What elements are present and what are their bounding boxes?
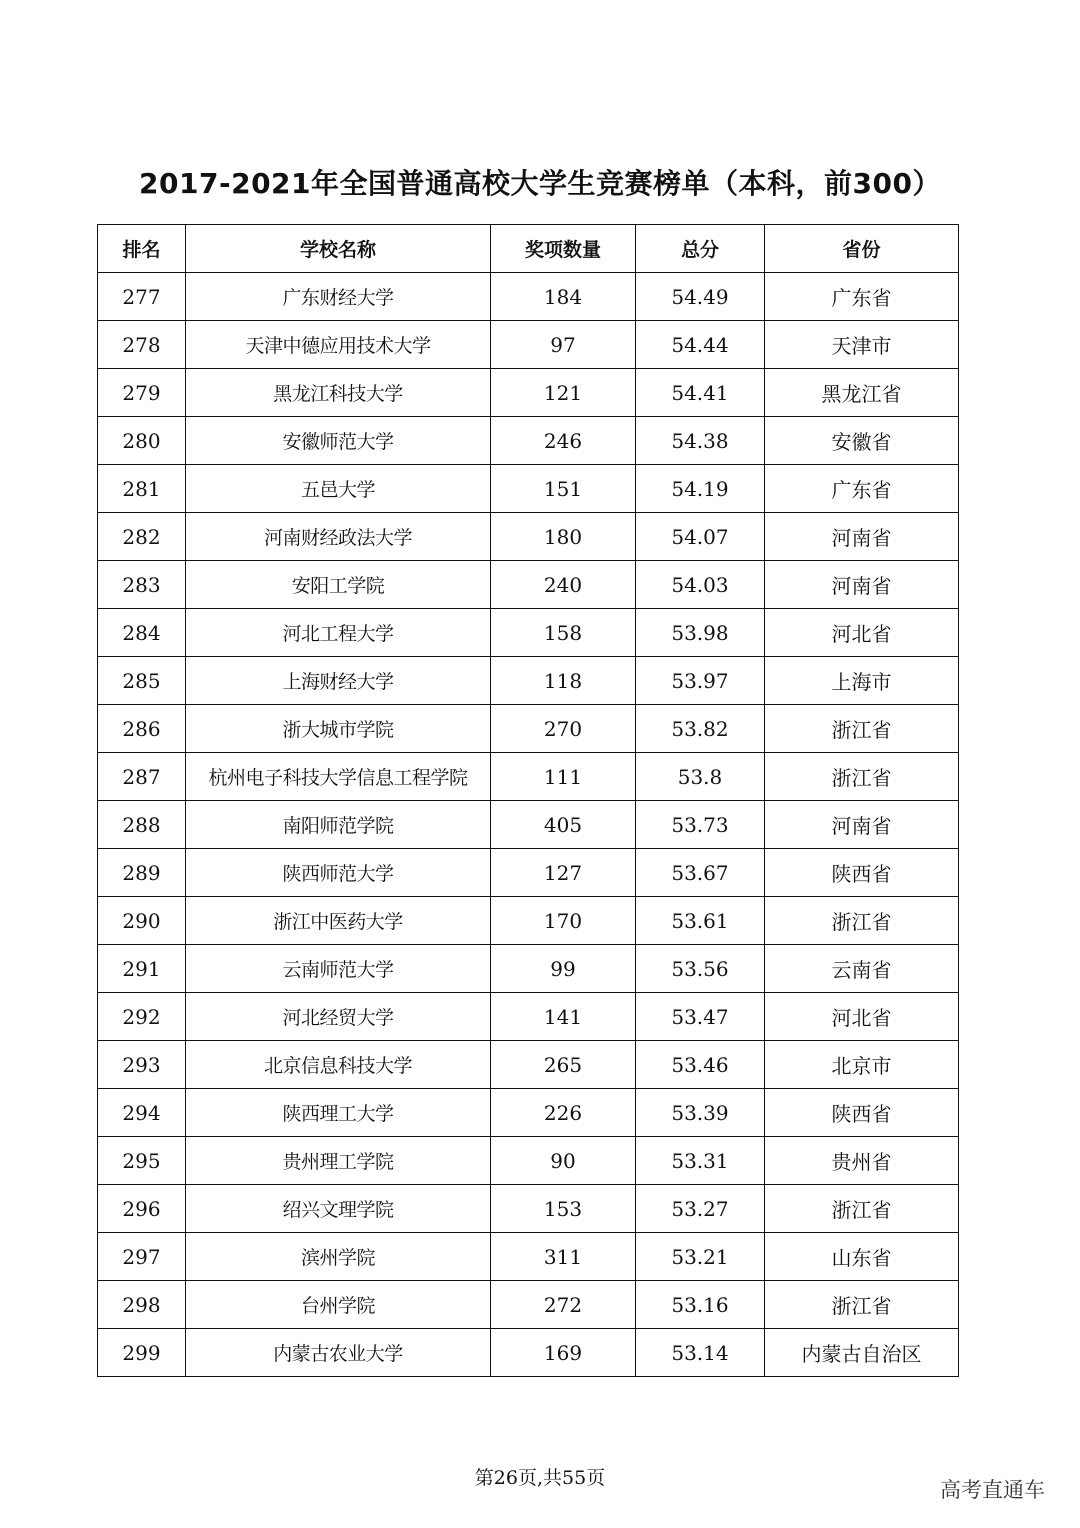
school-name-cell: 河南财经政法大学 [186, 513, 491, 561]
award-count-cell: 127 [491, 849, 636, 897]
school-name-cell: 台州学院 [186, 1281, 491, 1329]
school-name-cell: 上海财经大学 [186, 657, 491, 705]
school-name-cell: 杭州电子科技大学信息工程学院 [186, 753, 491, 801]
rank-cell: 295 [98, 1137, 186, 1185]
province-cell: 浙江省 [765, 753, 959, 801]
rank-cell: 298 [98, 1281, 186, 1329]
school-name-cell: 河北经贸大学 [186, 993, 491, 1041]
table-row [98, 369, 959, 417]
award-count-cell: 405 [491, 801, 636, 849]
province-cell: 浙江省 [765, 1281, 959, 1329]
rank-cell: 281 [98, 465, 186, 513]
school-name-cell: 贵州理工学院 [186, 1137, 491, 1185]
total-score-cell: 53.39 [636, 1089, 765, 1137]
award-count-cell: 158 [491, 609, 636, 657]
rank-cell: 277 [98, 273, 186, 321]
province-cell: 河南省 [765, 561, 959, 609]
total-score-cell: 53.31 [636, 1137, 765, 1185]
award-count-cell: 240 [491, 561, 636, 609]
header-province: 省份 [765, 225, 959, 273]
province-cell: 河南省 [765, 513, 959, 561]
province-cell: 浙江省 [765, 705, 959, 753]
rank-cell: 287 [98, 753, 186, 801]
page-title: 2017-2021年全国普通高校大学生竞赛榜单（本科，前300） [139, 167, 941, 200]
award-count-cell: 118 [491, 657, 636, 705]
school-name-cell: 五邑大学 [186, 465, 491, 513]
rank-cell: 285 [98, 657, 186, 705]
table-row [98, 513, 959, 561]
province-cell: 天津市 [765, 321, 959, 369]
award-count-cell: 153 [491, 1185, 636, 1233]
province-cell: 浙江省 [765, 897, 959, 945]
total-score-cell: 53.56 [636, 945, 765, 993]
award-count-cell: 121 [491, 369, 636, 417]
award-count-cell: 90 [491, 1137, 636, 1185]
school-name-cell: 云南师范大学 [186, 945, 491, 993]
total-score-cell: 54.19 [636, 465, 765, 513]
school-name-cell: 河北工程大学 [186, 609, 491, 657]
table-row [98, 657, 959, 705]
total-score-cell: 53.14 [636, 1329, 765, 1377]
total-score-cell: 53.47 [636, 993, 765, 1041]
total-score-cell: 53.73 [636, 801, 765, 849]
table-row [98, 417, 959, 465]
province-cell: 陕西省 [765, 1089, 959, 1137]
school-name-cell: 陕西理工大学 [186, 1089, 491, 1137]
province-cell: 浙江省 [765, 1185, 959, 1233]
table-row [98, 1137, 959, 1185]
province-cell: 山东省 [765, 1233, 959, 1281]
total-score-cell: 54.44 [636, 321, 765, 369]
award-count-cell: 170 [491, 897, 636, 945]
award-count-cell: 180 [491, 513, 636, 561]
school-name-cell: 安阳工学院 [186, 561, 491, 609]
province-cell: 陕西省 [765, 849, 959, 897]
rank-cell: 297 [98, 1233, 186, 1281]
total-score-cell: 54.07 [636, 513, 765, 561]
province-cell: 黑龙江省 [765, 369, 959, 417]
header-rank: 排名 [98, 225, 186, 273]
total-score-cell: 53.46 [636, 1041, 765, 1089]
school-name-cell: 绍兴文理学院 [186, 1185, 491, 1233]
table-row [98, 705, 959, 753]
total-score-cell: 53.67 [636, 849, 765, 897]
award-count-cell: 265 [491, 1041, 636, 1089]
rank-cell: 288 [98, 801, 186, 849]
school-name-cell: 安徽师范大学 [186, 417, 491, 465]
award-count-cell: 151 [491, 465, 636, 513]
table-row [98, 1281, 959, 1329]
total-score-cell: 54.38 [636, 417, 765, 465]
award-count-cell: 97 [491, 321, 636, 369]
province-cell: 上海市 [765, 657, 959, 705]
province-cell: 安徽省 [765, 417, 959, 465]
total-score-cell: 53.98 [636, 609, 765, 657]
rank-cell: 294 [98, 1089, 186, 1137]
table-row [98, 1041, 959, 1089]
rank-cell: 283 [98, 561, 186, 609]
table-row [98, 1089, 959, 1137]
rank-cell: 292 [98, 993, 186, 1041]
rank-cell: 290 [98, 897, 186, 945]
award-count-cell: 169 [491, 1329, 636, 1377]
table-row [98, 897, 959, 945]
award-count-cell: 226 [491, 1089, 636, 1137]
rank-cell: 286 [98, 705, 186, 753]
school-name-cell: 浙大城市学院 [186, 705, 491, 753]
award-count-cell: 141 [491, 993, 636, 1041]
rank-cell: 278 [98, 321, 186, 369]
table-row [98, 465, 959, 513]
total-score-cell: 53.27 [636, 1185, 765, 1233]
rank-cell: 293 [98, 1041, 186, 1089]
header-total-score: 总分 [636, 225, 765, 273]
table-row [98, 1185, 959, 1233]
total-score-cell: 53.21 [636, 1233, 765, 1281]
rank-cell: 280 [98, 417, 186, 465]
total-score-cell: 53.16 [636, 1281, 765, 1329]
province-cell: 贵州省 [765, 1137, 959, 1185]
header-award-count: 奖项数量 [491, 225, 636, 273]
school-name-cell: 内蒙古农业大学 [186, 1329, 491, 1377]
rank-cell: 289 [98, 849, 186, 897]
watermark: 高考直通车 [940, 1478, 1045, 1502]
school-name-cell: 天津中德应用技术大学 [186, 321, 491, 369]
province-cell: 河南省 [765, 801, 959, 849]
award-count-cell: 184 [491, 273, 636, 321]
total-score-cell: 53.97 [636, 657, 765, 705]
province-cell: 内蒙古自治区 [765, 1329, 959, 1377]
school-name-cell: 北京信息科技大学 [186, 1041, 491, 1089]
table-row [98, 561, 959, 609]
table-row [98, 801, 959, 849]
total-score-cell: 54.41 [636, 369, 765, 417]
award-count-cell: 272 [491, 1281, 636, 1329]
rank-cell: 279 [98, 369, 186, 417]
table-row [98, 849, 959, 897]
table-row [98, 753, 959, 801]
table-row [98, 1329, 959, 1377]
table-row [98, 321, 959, 369]
table-row [98, 993, 959, 1041]
school-name-cell: 南阳师范学院 [186, 801, 491, 849]
province-cell: 云南省 [765, 945, 959, 993]
total-score-cell: 54.03 [636, 561, 765, 609]
table-header-row [98, 225, 959, 273]
total-score-cell: 54.49 [636, 273, 765, 321]
total-score-cell: 53.82 [636, 705, 765, 753]
ranking-table [97, 224, 959, 1377]
school-name-cell: 广东财经大学 [186, 273, 491, 321]
province-cell: 河北省 [765, 609, 959, 657]
province-cell: 河北省 [765, 993, 959, 1041]
school-name-cell: 滨州学院 [186, 1233, 491, 1281]
province-cell: 广东省 [765, 273, 959, 321]
school-name-cell: 浙江中医药大学 [186, 897, 491, 945]
rank-cell: 284 [98, 609, 186, 657]
rank-cell: 299 [98, 1329, 186, 1377]
rank-cell: 291 [98, 945, 186, 993]
table-row [98, 1233, 959, 1281]
school-name-cell: 黑龙江科技大学 [186, 369, 491, 417]
total-score-cell: 53.8 [636, 753, 765, 801]
school-name-cell: 陕西师范大学 [186, 849, 491, 897]
province-cell: 北京市 [765, 1041, 959, 1089]
rank-cell: 282 [98, 513, 186, 561]
award-count-cell: 99 [491, 945, 636, 993]
header-school-name: 学校名称 [186, 225, 491, 273]
province-cell: 广东省 [765, 465, 959, 513]
table-row [98, 945, 959, 993]
award-count-cell: 111 [491, 753, 636, 801]
rank-cell: 296 [98, 1185, 186, 1233]
award-count-cell: 270 [491, 705, 636, 753]
page-number: 第26页,共55页 [474, 1467, 606, 1489]
table-body [98, 273, 959, 1377]
table-row [98, 273, 959, 321]
table-row [98, 609, 959, 657]
award-count-cell: 246 [491, 417, 636, 465]
total-score-cell: 53.61 [636, 897, 765, 945]
award-count-cell: 311 [491, 1233, 636, 1281]
